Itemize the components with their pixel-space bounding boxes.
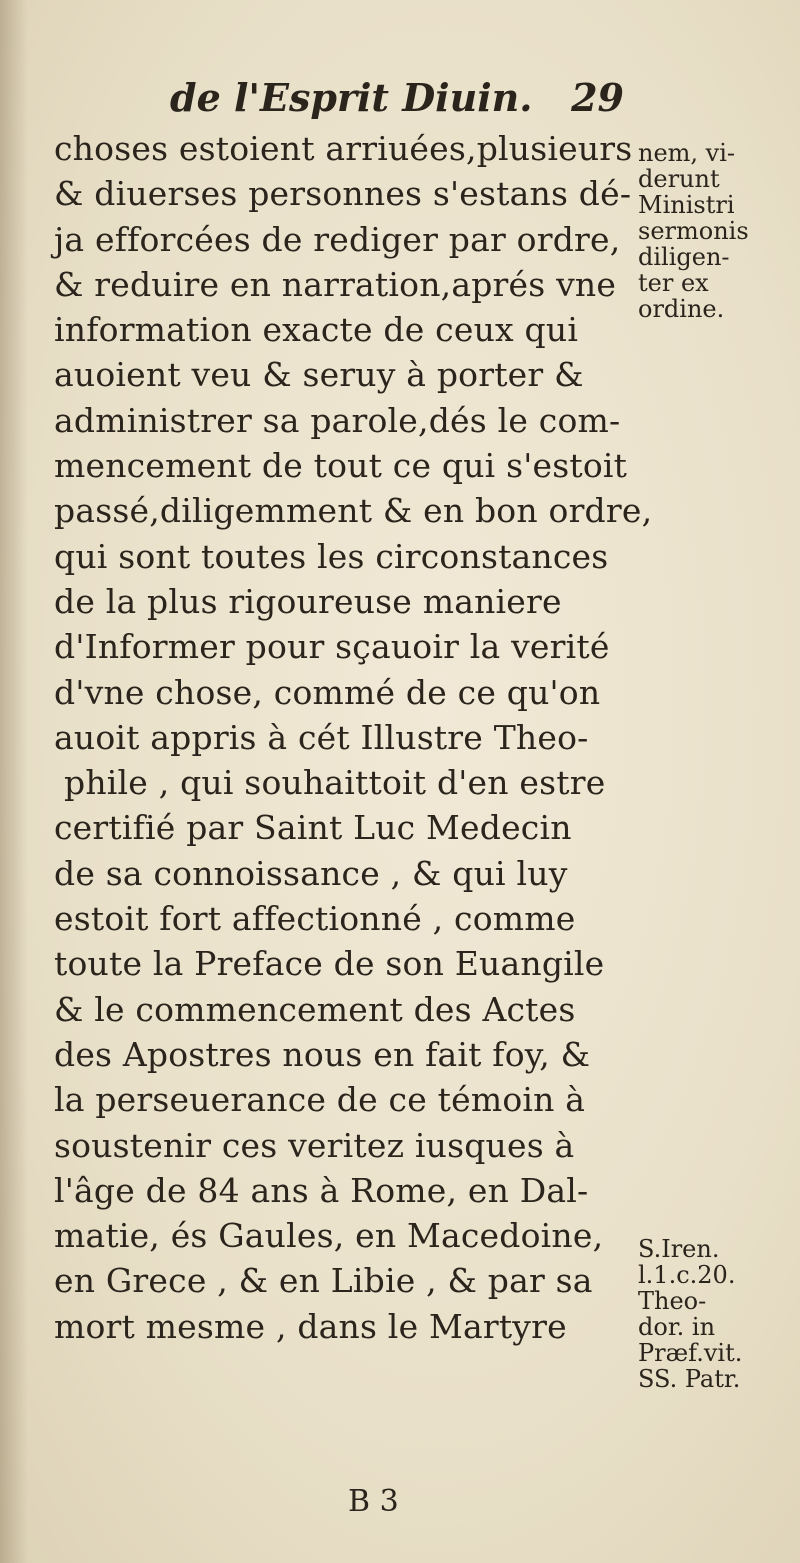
- margin-line: Præf.vit.: [638, 1339, 743, 1367]
- margin-line: SS. Patr.: [638, 1365, 741, 1393]
- body-line: auoient veu & seruy à porter &: [54, 355, 584, 395]
- body-line: choses estoient arriuées,plusieurs: [54, 129, 633, 168]
- margin-line: S.Iren.: [638, 1235, 720, 1263]
- body-line: de sa connoissance , & qui luy: [54, 853, 568, 893]
- body-line: mort mesme , dans le Martyre: [54, 1306, 567, 1346]
- margin-line: Ministri: [638, 191, 735, 219]
- margin-line: ordine.: [638, 295, 725, 323]
- margin-line: diligen-: [638, 243, 730, 271]
- signature-mark: B 3: [348, 1484, 399, 1519]
- margin-line: sermonis: [638, 217, 749, 245]
- margin-line: nem, vi-: [638, 139, 736, 167]
- body-line: d'Informer pour sçauoir la verité: [54, 627, 610, 667]
- body-line: passé,diligemment & en bon ordre,: [54, 491, 653, 531]
- page-number: 29: [571, 75, 624, 120]
- margin-line: dor. in: [638, 1313, 716, 1341]
- body-line: en Grece , & en Libie , & par sa: [54, 1261, 593, 1301]
- margin-line: l.1.c.20.: [638, 1261, 736, 1289]
- body-line: l'âge de 84 ans à Rome, en Dal-: [54, 1170, 589, 1210]
- body-line: qui sont toutes les circonstances: [54, 536, 609, 576]
- gutter-shadow: [0, 0, 28, 1563]
- body-line: ja efforcées de rediger par ordre,: [54, 219, 621, 259]
- margin-line: derunt: [638, 165, 720, 193]
- body-line: & reduire en narration,aprés vne: [54, 264, 617, 304]
- body-line: phile , qui souhaittoit d'en estre: [64, 763, 606, 803]
- body-text: [54, 126, 653, 1349]
- running-head: [170, 70, 630, 126]
- body-line: & le commencement des Actes: [54, 989, 576, 1029]
- body-line: soustenir ces veritez iusques à: [54, 1125, 575, 1165]
- margin-line: ter ex: [638, 269, 709, 297]
- body-line: administrer sa parole,dés le com-: [54, 400, 621, 440]
- running-head-title: de l'Esprit Diuin.: [170, 75, 533, 120]
- body-line: estoit fort affectionné , comme: [54, 899, 576, 939]
- body-line: d'vne chose, commé de ce qu'on: [54, 672, 601, 712]
- marginal-note-luke: [638, 140, 800, 322]
- body-line: la perseuerance de ce témoin à: [54, 1080, 586, 1120]
- marginal-note-citations: [638, 1236, 800, 1392]
- body-line: mencement de tout ce qui s'estoit: [54, 446, 628, 486]
- body-line: de la plus rigoureuse maniere: [54, 581, 562, 621]
- body-line: toute la Preface de son Euangile: [54, 944, 605, 984]
- body-line: & diuerses personnes s'estans dé-: [54, 174, 632, 214]
- body-line: matie, és Gaules, en Macedoine,: [54, 1216, 604, 1256]
- body-line: information exacte de ceux qui: [54, 310, 579, 350]
- body-line: certifié par Saint Luc Medecin: [54, 808, 572, 848]
- body-line: des Apostres nous en fait foy, &: [54, 1034, 591, 1074]
- body-line: auoit appris à cét Illustre Theo-: [54, 717, 589, 757]
- margin-line: Theo-: [638, 1287, 707, 1315]
